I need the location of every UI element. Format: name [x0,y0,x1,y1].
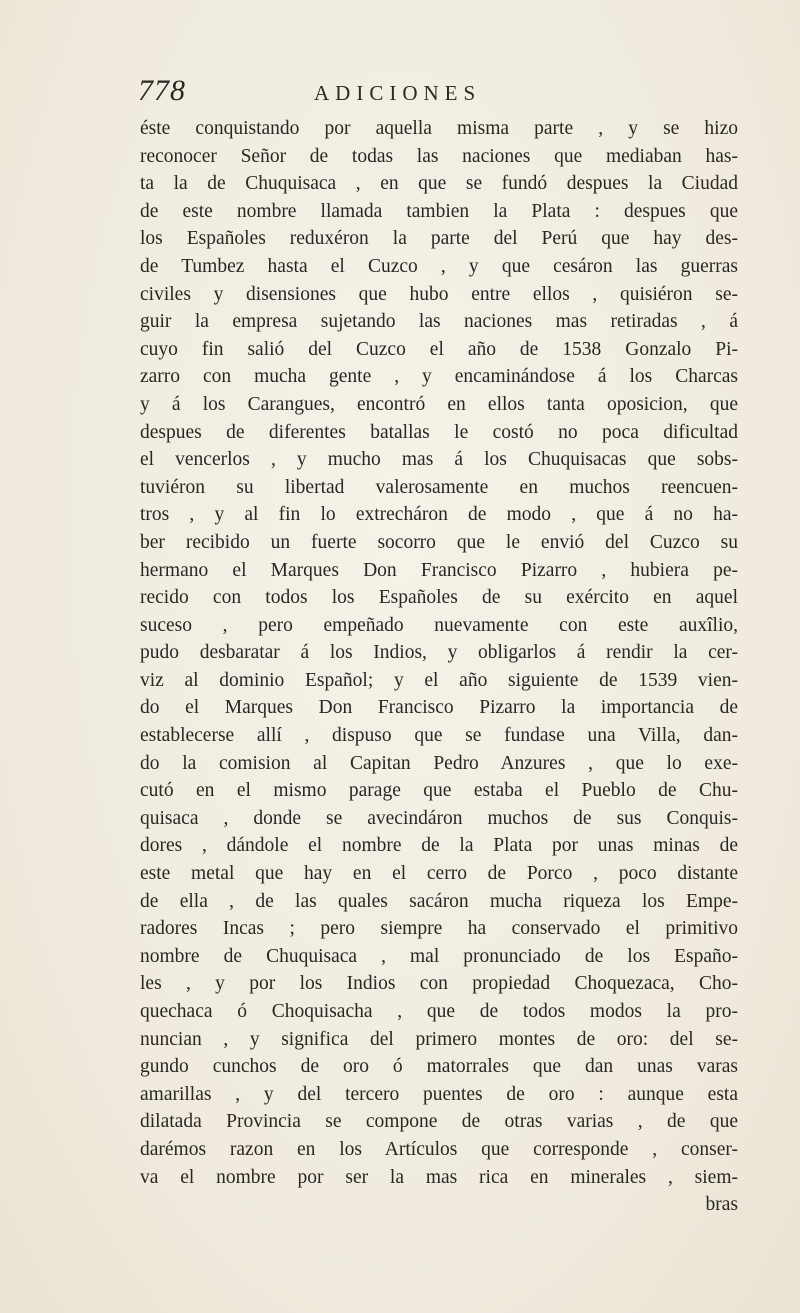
text-line: guir la empresa sujetando las naciones mas retiradas , á [140,311,738,333]
text-line: do la comision al Capitan Pedro Anzures , que lo exe- [140,752,738,774]
text-line: suceso , pero empeñado nuevamente con este auxîlio, [140,614,738,636]
text-line: gundo cunchos de oro ó matorrales que dan unas varas [140,1056,738,1078]
text-line: viz al dominio Español; y el año siguiente de 1539 vien- [140,669,738,691]
text-line: pudo desbaratar á los Indios, y obligarlos á rendir la cer- [140,642,738,664]
text-line: dores , dándole el nombre de la Plata por unas minas de [140,835,738,857]
catchword: bras [705,1194,738,1216]
text-line: los Españoles reduxéron la parte del Perú que hay des- [140,228,738,250]
text-line: quisaca , donde se avecindáron muchos de sus Conquis- [140,807,738,829]
text-line: cuyo fin salió del Cuzco el año de 1538 Gonzalo Pi- [140,338,738,360]
text-line: quechaca ó Choquisacha , que de todos modos la pro- [140,1001,738,1022]
text-line: dilatada Provincia se compone de otras varias , de que [140,1111,738,1133]
text-line: establecerse allí , dispuso que se fundase una Villa, dan- [140,725,738,747]
text-line: va el nombre por ser la mas rica en minerales , siem- [140,1166,738,1188]
text-line: tuviéron su libertad valerosamente en muchos reencuen- [140,476,738,498]
text-line: nombre de Chuquisaca , mal pronunciado de los Españo- [140,945,738,967]
text-line: despues de diferentes batallas le costó no poca dificultad [140,421,738,443]
text-line: amarillas , y del tercero puentes de oro : aunque esta [140,1083,738,1105]
text-line: ber recibido un fuerte socorro que le envió del Cuzco su [140,531,738,553]
text-line: de ella , de las quales sacáron mucha riqueza los Empe- [140,890,738,912]
text-line: zarro con mucha gente , y encaminándose á los Charcas [140,366,738,388]
body-text [140,115,738,1219]
text-line: radores Incas ; pero siempre ha conservado el primitivo [140,918,738,940]
text-line: y á los Carangues, encontró en ellos tanta oposicion, que [140,393,738,415]
running-head [138,74,481,108]
text-line: éste conquistando por aquella misma parte , y se hizo [140,118,738,139]
text-line: do el Marques Don Francisco Pizarro la importancia de [140,697,738,719]
text-line: darémos razon en los Artículos que corresponde , conser- [140,1138,738,1160]
text-line: hermano el Marques Don Francisco Pizarro , hubiera pe- [140,559,738,581]
text-line: nuncian , y significa del primero montes de oro: del se- [140,1028,738,1050]
text-line: de Tumbez hasta el Cuzco , y que cesáron las guerras [140,255,738,277]
text-line: ta la de Chuquisaca , en que se fundó despues la Ciudad [140,173,738,195]
text-line: este metal que hay en el cerro de Porco , poco distante [140,863,738,885]
text-line: tros , y al fin lo extrecháron de modo , que á no ha- [140,504,738,526]
text-line: reconocer Señor de todas las naciones que mediaban has- [140,145,738,167]
text-line: les , y por los Indios con propiedad Choquezaca, Cho- [140,973,738,995]
text-line: recido con todos los Españoles de su exército en aquel [140,587,738,609]
text-line: de este nombre llamada tambien la Plata : despues que [140,200,738,222]
text-line: el vencerlos , y mucho mas á los Chuquisacas que sobs- [140,449,738,471]
section-title: ADICIONES [314,81,482,105]
page-number: 778 [138,74,186,107]
text-line: cutó en el mismo parage que estaba el Pueblo de Chu- [140,780,738,802]
text-line: civiles y disensiones que hubo entre ellos , quisiéron se- [140,283,738,305]
